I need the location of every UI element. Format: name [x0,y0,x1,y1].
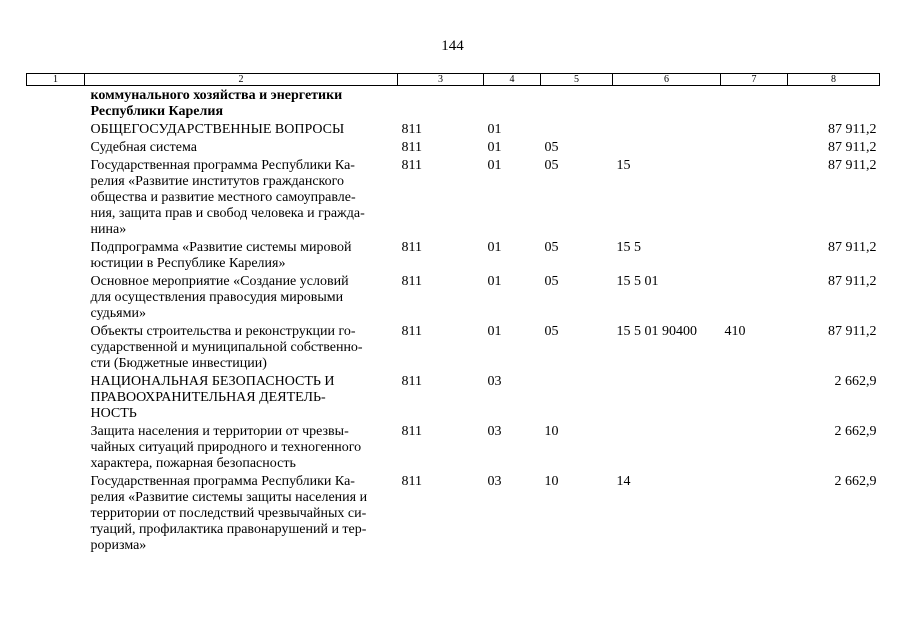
table-row [27,423,880,473]
table-row [27,86,880,122]
row-code-col-6 [613,139,721,157]
row-name-line: чайных ситуаций природного и техногенного [90,440,362,455]
row-code-col-7 [721,239,788,273]
table-body [27,86,880,556]
table-row [27,323,880,373]
row-name [85,139,398,157]
page-number: 144 [441,38,464,54]
row-name-line: Объекты строительства и реконструкции го- [90,324,356,339]
row-amount: 2 662,9 [834,474,877,489]
row-code-col-6 [613,373,721,423]
row-amount [788,86,880,122]
row-code-col-6: 15 5 01 [616,274,659,289]
row-code-col-6: 15 [616,158,631,173]
table-row [27,121,880,139]
row-code-col-7 [721,423,788,473]
header-col-1: 1 [27,74,85,86]
row-name-line: юстиции в Республике Карелия» [90,256,286,271]
row-code-col-5 [541,373,613,423]
header-row [27,74,880,86]
row-code-col-4: 01 [487,324,502,339]
row-code-col-7 [721,86,788,122]
row-name-line: общества и развитие местного самоуправле- [90,190,356,205]
row-code-col-5: 05 [544,158,559,173]
row-code-col-5: 10 [544,424,559,439]
row-code-col-3: 811 [401,158,422,173]
row-code-col-7 [721,473,788,555]
row-name [85,86,398,122]
header-col-3: 3 [398,74,484,86]
row-name-line: ПРАВООХРАНИТЕЛЬНАЯ ДЕЯТЕЛЬ- [90,390,326,405]
row-name [85,239,398,273]
row-code-col-4: 01 [487,158,502,173]
row-code-col-4: 01 [487,240,502,255]
row-name-line: ОБЩЕГОСУДАРСТВЕННЫЕ ВОПРОСЫ [90,122,345,137]
cell-col-1 [27,423,85,473]
row-name-line: релия «Развитие институтов гражданского [90,174,345,189]
budget-table [26,73,880,555]
header-col-4: 4 [484,74,541,86]
table-row [27,473,880,555]
cell-col-1 [27,121,85,139]
header-col-8: 8 [788,74,880,86]
row-code-col-3: 811 [401,122,422,137]
row-amount: 87 911,2 [828,158,877,173]
row-code-col-4 [484,86,541,122]
row-name-line: Основное мероприятие «Создание условий [90,274,349,289]
row-code-col-6: 15 5 [616,240,641,255]
row-code-col-5: 10 [544,474,559,489]
row-code-col-7 [721,373,788,423]
row-name-line: НОСТЬ [90,406,137,421]
row-code-col-3: 811 [401,374,422,389]
cell-col-1 [27,86,85,122]
row-name-line: коммунального хозяйства и энергетики Республики Карелия [90,88,343,119]
row-name-line: туаций, профилактика правонарушений и тер- [90,522,367,537]
row-code-col-5: 05 [544,140,559,155]
cell-col-1 [27,373,85,423]
row-code-col-6: 15 5 01 90400 [616,324,697,339]
row-name-line: ния, защита прав и свобод человека и гражда- [90,206,365,221]
header-col-7: 7 [721,74,788,86]
row-amount: 87 911,2 [828,274,877,289]
row-code-col-6 [613,121,721,139]
row-code-col-5: 05 [544,240,559,255]
row-code-col-6 [613,86,721,122]
table-row [27,239,880,273]
table-row [27,157,880,239]
row-code-col-3: 811 [401,140,422,155]
row-name-line: нина» [90,222,127,237]
table-row [27,273,880,323]
row-name [85,273,398,323]
row-name-line: характера, пожарная безопасность [90,456,296,471]
row-amount: 87 911,2 [828,240,877,255]
row-amount: 87 911,2 [828,122,877,137]
row-code-col-3: 811 [401,324,422,339]
row-name-line: Государственная программа Республики Ка- [90,158,355,173]
row-code-col-7 [721,273,788,323]
row-code-col-5: 05 [544,274,559,289]
row-code-col-5 [541,86,613,122]
cell-col-1 [27,323,85,373]
table-row [27,139,880,157]
cell-col-1 [27,139,85,157]
row-name-line: роризма» [90,538,147,553]
row-amount: 2 662,9 [834,424,877,439]
cell-col-1 [27,273,85,323]
row-code-col-7 [721,139,788,157]
row-name [85,373,398,423]
row-code-col-7 [721,157,788,239]
row-code-col-3: 811 [401,474,422,489]
row-code-col-3: 811 [401,274,422,289]
row-code-col-4: 01 [487,122,502,137]
row-name-line: Судебная система [90,140,197,155]
row-name-line: сти (Бюджетные инвестиции) [90,356,267,371]
row-code-col-3: 811 [401,240,422,255]
row-name-line: территории от последствий чрезвычайных си- [90,506,367,521]
row-code-col-5 [541,121,613,139]
row-code-col-4: 03 [487,424,502,439]
row-name-line: Защита населения и территории от чрезвы- [90,424,349,439]
row-code-col-3: 811 [401,424,422,439]
header-col-5: 5 [541,74,613,86]
row-code-col-6: 14 [616,474,631,489]
row-code-col-7 [721,121,788,139]
row-code-col-4: 03 [487,374,502,389]
row-name-line: НАЦИОНАЛЬНАЯ БЕЗОПАСНОСТЬ И [90,374,335,389]
row-name [85,157,398,239]
row-amount: 2 662,9 [834,374,877,389]
row-name-line: судьями» [90,306,146,321]
row-name-line: для осуществления правосудия мировыми [90,290,344,305]
row-name [85,423,398,473]
row-name-line: Государственная программа Республики Ка- [90,474,355,489]
cell-col-1 [27,239,85,273]
row-code-col-3 [398,86,484,122]
header-col-6: 6 [613,74,721,86]
row-code-col-4: 01 [487,140,502,155]
row-name-line: сударственной и муниципальной собственно- [90,340,363,355]
table-header [27,74,880,86]
row-amount: 87 911,2 [828,324,877,339]
cell-col-1 [27,157,85,239]
row-amount: 87 911,2 [828,140,877,155]
row-code-col-4: 01 [487,274,502,289]
row-code-col-6 [613,423,721,473]
row-name [85,323,398,373]
row-name [85,121,398,139]
row-code-col-7: 410 [724,324,746,339]
table-row [27,373,880,423]
header-col-2: 2 [85,74,398,86]
cell-col-1 [27,473,85,555]
row-code-col-4: 03 [487,474,502,489]
row-name-line: релия «Развитие системы защиты населения и [90,490,368,505]
row-name-line: Подпрограмма «Развитие системы мировой [90,240,352,255]
row-code-col-5: 05 [544,324,559,339]
row-name [85,473,398,555]
